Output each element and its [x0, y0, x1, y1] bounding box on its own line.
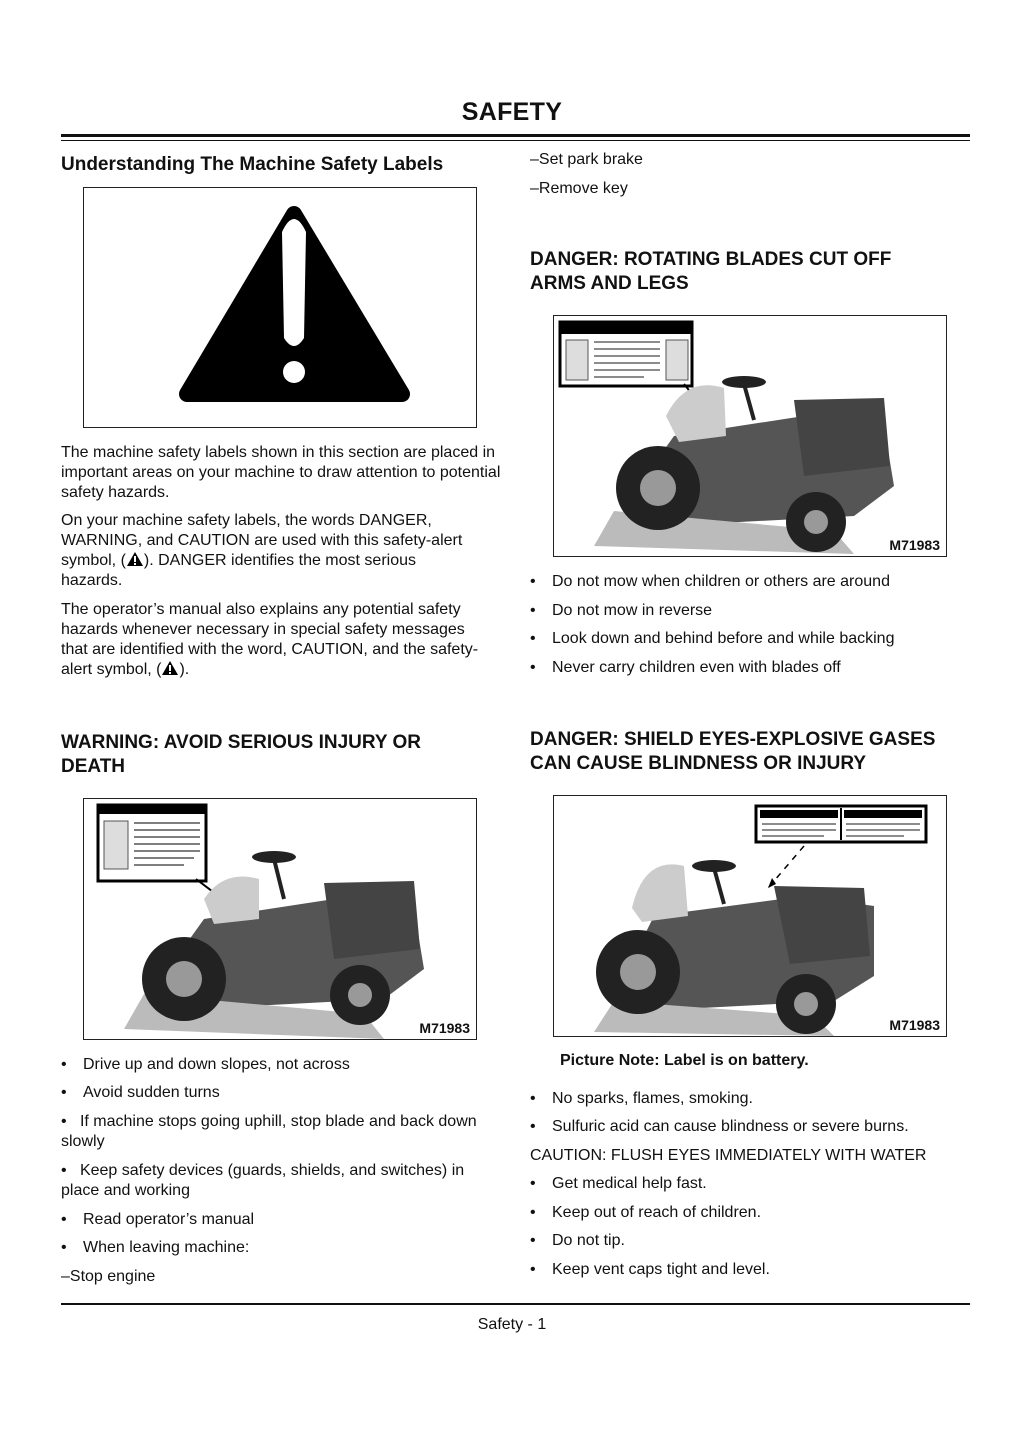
list-item	[61, 1210, 501, 1230]
text-line: hazards whenever necessary in special safety messages	[61, 621, 465, 638]
alert-symbol-figure	[83, 187, 477, 428]
safety-labels-subheading: Understanding The Machine Safety Labels	[61, 154, 444, 175]
warning-tractor-figure	[83, 798, 477, 1040]
list-item	[61, 1055, 501, 1075]
bullet: •	[530, 1118, 536, 1135]
list-item	[61, 1238, 501, 1258]
list-item	[530, 629, 970, 649]
tractor-battery-illustration-icon	[554, 796, 947, 1037]
list-item	[530, 1231, 970, 1251]
safety-alert-inline-icon	[161, 660, 179, 676]
page-footer: Safety - 1	[477, 1316, 547, 1333]
safety-alert-triangle-icon	[84, 188, 477, 428]
bullet-text: Keep safety devices (guards, shields, and switches) in place and working	[61, 1162, 465, 1199]
bullet: •	[530, 573, 536, 590]
text-fragment: symbol, (	[61, 552, 126, 569]
bullet-text: Keep out of reach of children.	[552, 1204, 762, 1221]
text-fragment: alert symbol, (	[61, 661, 162, 678]
bullet-text: Look down and behind before and while backing	[552, 630, 895, 647]
text-line: hazards.	[61, 572, 123, 589]
intro-paragraph: The machine safety labels shown in this section are placed in important areas on your machine to draw attention to potential safety hazards.	[61, 444, 501, 501]
danger-blades-heading: DANGER: ROTATING BLADES CUT OFF ARMS AND LEGS	[530, 249, 892, 294]
leaving-step: –Remove key	[530, 180, 628, 197]
bullet: •	[530, 1204, 536, 1221]
caution-line: CAUTION: FLUSH EYES IMMEDIATELY WITH WATER	[530, 1147, 927, 1164]
list-item	[530, 1203, 970, 1223]
list-item	[530, 1260, 970, 1280]
text-line	[61, 551, 506, 571]
text-fragment: ). DANGER identifies the most serious	[143, 552, 416, 569]
page-title: SAFETY	[461, 98, 563, 126]
tractor-illustration-icon	[84, 799, 477, 1040]
bullet: •	[61, 1211, 67, 1228]
bullet: •	[530, 602, 536, 619]
safety-alert-inline-icon	[126, 551, 144, 567]
list-item	[530, 601, 970, 621]
bullet: •	[61, 1162, 67, 1179]
figure-code: M71983	[889, 537, 940, 553]
text-line: WARNING, and CAUTION are used with this safety-alert	[61, 532, 463, 549]
bullet-text: Keep vent caps tight and level.	[552, 1261, 770, 1278]
bullet: •	[530, 659, 536, 676]
bullet-text: Do not mow when children or others are around	[552, 573, 890, 590]
bullet-text: No sparks, flames, smoking.	[552, 1090, 753, 1107]
bullet-text: Never carry children even with blades off	[552, 659, 841, 676]
figure-code: M71983	[419, 1020, 470, 1036]
leaving-step: –Stop engine	[61, 1268, 156, 1285]
bullet-text: Sulfuric acid can cause blindness or severe burns.	[552, 1118, 909, 1135]
bullet: •	[61, 1113, 67, 1130]
list-item	[530, 1089, 970, 1109]
list-item	[530, 658, 970, 678]
list-item	[530, 1174, 970, 1194]
bullet-text: Do not mow in reverse	[552, 602, 713, 619]
bullet-text: When leaving machine:	[83, 1239, 250, 1256]
bullet-text: Avoid sudden turns	[83, 1084, 220, 1101]
bullet: •	[530, 1090, 536, 1107]
bullet-text: Read operator’s manual	[83, 1211, 255, 1228]
danger-battery-heading: DANGER: SHIELD EYES-EXPLOSIVE GASES CAN CAUSE BLINDNESS OR INJURY	[530, 729, 936, 774]
danger-blades-figure	[553, 315, 947, 557]
bullet-text: Do not tip.	[552, 1232, 625, 1249]
warning-heading: WARNING: AVOID SERIOUS INJURY OR DEATH	[61, 732, 421, 777]
bullet: •	[530, 630, 536, 647]
bullet: •	[530, 1175, 536, 1192]
list-item	[530, 1117, 970, 1137]
bullet-text: Drive up and down slopes, not across	[83, 1056, 350, 1073]
manual-paragraph	[61, 600, 506, 680]
picture-note: Picture Note: Label is on battery.	[560, 1052, 809, 1069]
list-item	[61, 1161, 501, 1201]
list-item	[61, 1112, 506, 1152]
figure-code: M71983	[889, 1017, 940, 1033]
bullet-text: Get medical help fast.	[552, 1175, 707, 1192]
tractor-illustration-icon	[554, 316, 947, 557]
bullet-text: If machine stops going uphill, stop blade and back down slowly	[61, 1113, 477, 1150]
bullet: •	[61, 1084, 67, 1101]
footer-rule	[61, 1303, 970, 1305]
text-line: that are identified with the word, CAUTION, and the safety-	[61, 641, 479, 658]
text-line	[61, 660, 506, 680]
signal-words-paragraph	[61, 511, 506, 591]
leaving-step: –Set park brake	[530, 151, 643, 168]
bullet: •	[61, 1056, 67, 1073]
bullet: •	[61, 1239, 67, 1256]
list-item	[530, 572, 970, 592]
text-line: The operator’s manual also explains any potential safety	[61, 601, 461, 618]
bullet: •	[530, 1232, 536, 1249]
list-item	[61, 1083, 501, 1103]
header-rule	[61, 134, 970, 137]
danger-battery-figure	[553, 795, 947, 1037]
header-rule-thin	[61, 140, 970, 141]
bullet: •	[530, 1261, 536, 1278]
text-line: On your machine safety labels, the words DANGER,	[61, 512, 432, 529]
text-fragment: ).	[179, 661, 190, 678]
